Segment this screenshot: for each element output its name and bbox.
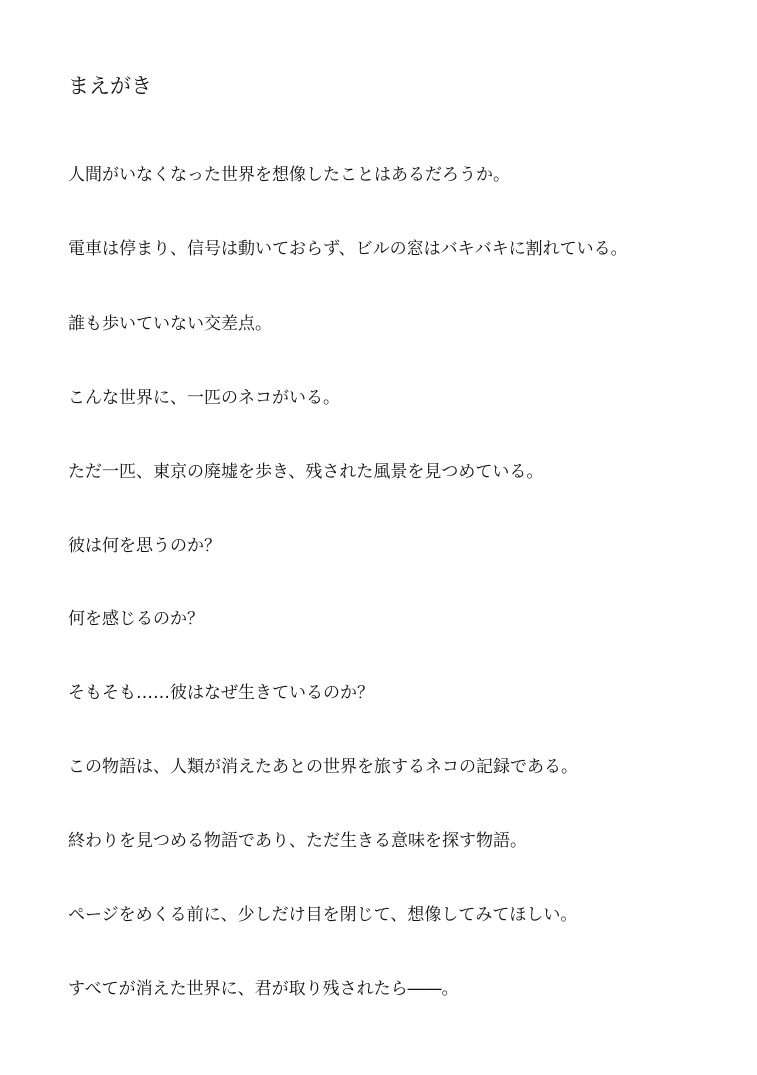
paragraph-3: 誰も歩いていない交差点。: [68, 314, 272, 334]
paragraph-11: ページをめくる前に、少しだけ目を閉じて、想像してみてほしい。: [68, 905, 578, 925]
paragraph-5: ただ一匹、東京の廃墟を歩き、残された風景を見つめている。: [68, 462, 544, 482]
paragraph-6: 彼は何を思うのか？: [68, 536, 221, 556]
paragraph-9: この物語は、人類が消えたあとの世界を旅するネコの記録である。: [68, 757, 578, 777]
page-title: まえがき: [68, 74, 152, 98]
paragraph-2: 電車は停まり、信号は動いておらず、ビルの窓はバキバキに割れている。: [68, 239, 628, 259]
paragraph-7: 何を感じるのか？: [68, 609, 204, 629]
paragraph-4: こんな世界に、一匹のネコがいる。: [68, 388, 340, 408]
paragraph-1: 人間がいなくなった世界を想像したことはあるだろうか。: [68, 165, 510, 185]
paragraph-12: すべてが消えた世界に、君が取り残されたら――。: [68, 979, 459, 999]
paragraph-8: そもそも……彼はなぜ生きているのか？: [68, 683, 374, 703]
paragraph-10: 終わりを見つめる物語であり、ただ生きる意味を探す物語。: [68, 831, 527, 851]
